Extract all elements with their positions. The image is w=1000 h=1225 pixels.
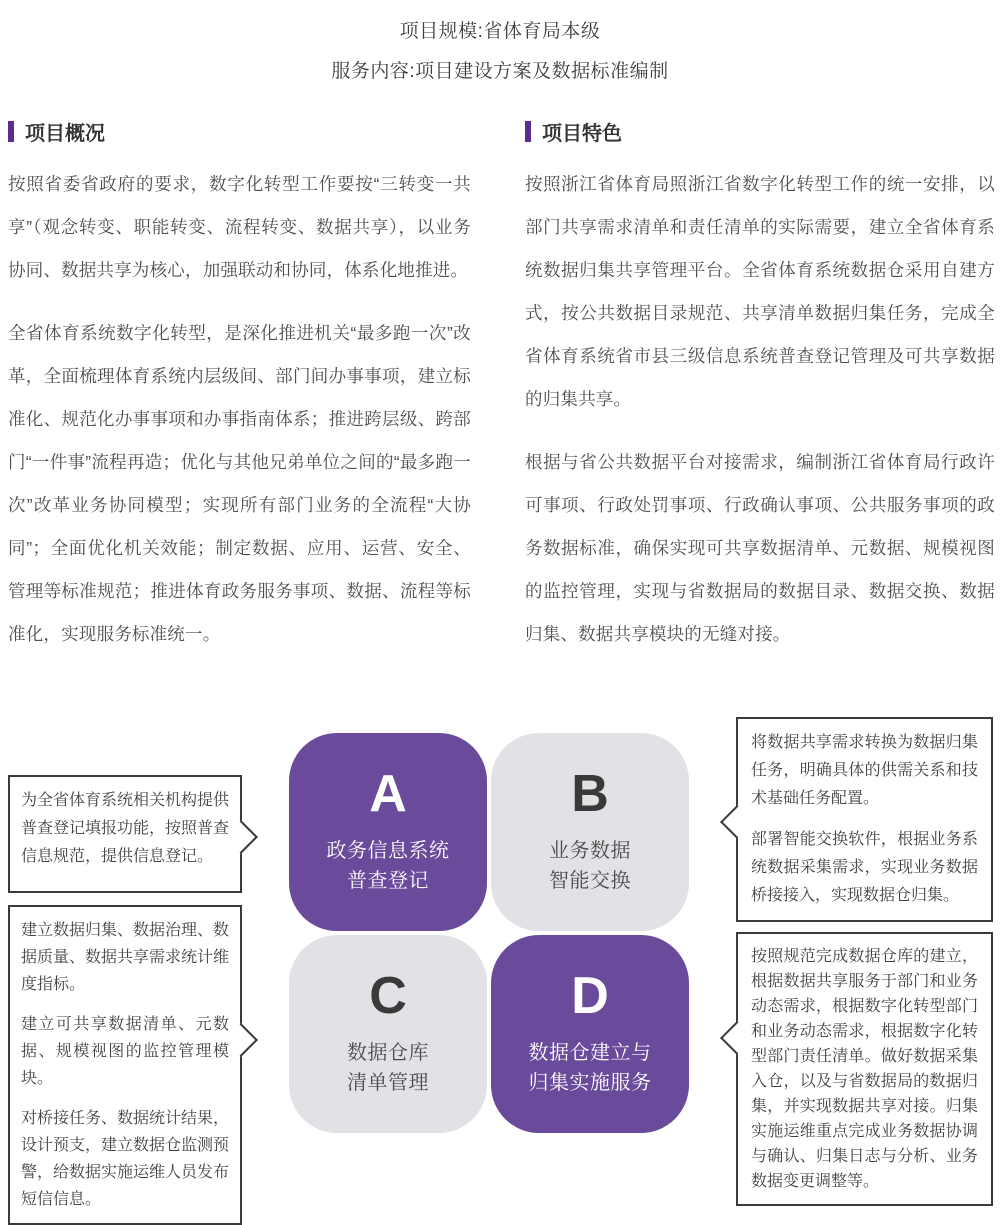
overview-title-text: 项目概况 (25, 122, 105, 145)
project-scale-line: 项目规模:省体育局本级 (399, 21, 601, 42)
block-b-letter: B (571, 765, 609, 823)
block-a-label: 普查登记 (347, 870, 429, 892)
chevron-left-pointer-icon (720, 805, 754, 839)
title-bar-icon (8, 121, 14, 142)
service-content-line: 服务内容:项目建设方案及数据标准编制 (331, 61, 669, 82)
block-a-label: 政务信息系统 (326, 840, 450, 862)
callout-a-text: 为全省体育系统相关机构提供普查登记填报功能，按照普查信息规范，提供信息登记。 (21, 792, 230, 865)
block-b (491, 733, 689, 931)
block-d-label: 数据仓建立与 (528, 1042, 652, 1064)
overview-paragraph: 全省体育系统数字化转型，是深化推进机关“最多跑一次”改革，全面梳理体育系统内层级间、部门间办事事项，建立标准化、规范化办事事项和办事指南体系；推进跨层级、跨部门“一件事”流程再造；优化与其他兄弟单位之间的“最多跑一次”改革业务协同模型；实现所有部门业务的全流程“大协同”；全面优化机关效能；制定数据、应用、运营、安全、管理等标准规范；推进体育政务服务事项、数据、流程等标准化，实现服务标准统一。 (8, 323, 471, 644)
section-project-features (525, 118, 995, 656)
features-title-text: 项目特色 (542, 122, 622, 145)
callout-b-text: 部署智能交换软件，根据业务系统数据采集需求，实现业务数据桥接接入，实现数据仓归集。 (751, 831, 978, 904)
title-bar-icon (525, 121, 531, 142)
callout-b-text: 将数据共享需求转换为数据归集任务，明确具体的供需关系和技术基础任务配置。 (751, 734, 978, 807)
block-d-label: 归集实施服务 (528, 1072, 652, 1094)
block-c-letter: C (369, 967, 407, 1025)
block-c (289, 935, 487, 1133)
document-header (0, 12, 1000, 92)
block-b-label: 智能交换 (549, 870, 631, 892)
callout-block-a (8, 775, 242, 893)
quadrant-diagram (289, 733, 689, 1133)
block-d-letter: D (571, 967, 609, 1025)
chevron-right-pointer-icon (224, 1023, 258, 1057)
callout-c-text: 建立可共享数据清单、元数据、规模视图的监控管理模块。 (21, 1016, 229, 1087)
block-b-label: 业务数据 (549, 840, 631, 862)
callout-block-b (736, 717, 993, 922)
block-d (491, 935, 689, 1133)
section-project-overview (8, 118, 471, 656)
block-a (289, 733, 487, 931)
callout-d-text: 按照规范完成数据仓库的建立，根据数据共享服务于部门和业务动态需求，根据数字化转型部门和业务动态需求，根据数字化转型部门责任清单。做好数据采集入仓，以及与省数据局的数据归集，并实现数据共享对接。归集实施运维重点完成业务数据协调与确认、归集日志与分析、业务数据变更调整等。 (751, 948, 978, 1190)
features-title (525, 118, 995, 144)
chevron-left-pointer-icon (720, 1021, 754, 1055)
callout-block-d (736, 932, 993, 1206)
overview-title (8, 118, 471, 144)
features-paragraph: 按照浙江省体育局照浙江省数字化转型工作的统一安排，以部门共享需求清单和责任清单的实际需要，建立全省体育系统数据归集共享管理平台。全省体育系统数据仓采用自建方式，按公共数据目录规范、共享清单数据归集任务，完成全省体育系统省市县三级信息系统普查登记管理及可共享数据的归集共享。 (525, 174, 995, 409)
overview-paragraph: 按照省委省政府的要求，数字化转型工作要按“三转变一共享”（观念转变、职能转变、流程转变、数据共享），以业务协同、数据共享为核心，加强联动和协同，体系化地推进。 (8, 174, 471, 280)
chevron-right-pointer-icon (224, 820, 258, 854)
block-a-letter: A (369, 765, 407, 823)
callout-c-text: 建立数据归集、数据治理、数据质量、数据共享需求统计维度指标。 (21, 922, 230, 993)
features-paragraph: 根据与省公共数据平台对接需求，编制浙江省体育局行政许可事项、行政处罚事项、行政确认事项、公共服务事项的政务数据标准，确保实现可共享数据清单、元数据、规模视图的监控管理，实现与省数据局的数据目录、数据交换、数据归集、数据共享模块的无缝对接。 (525, 452, 995, 644)
callout-c-text: 对桥接任务、数据统计结果，设计预支，建立数据仓监测预警，给数据实施运维人员发布短信信息。 (21, 1110, 230, 1208)
callout-block-c (8, 905, 242, 1225)
block-c-label: 清单管理 (347, 1072, 429, 1094)
block-c-label: 数据仓库 (347, 1042, 429, 1064)
